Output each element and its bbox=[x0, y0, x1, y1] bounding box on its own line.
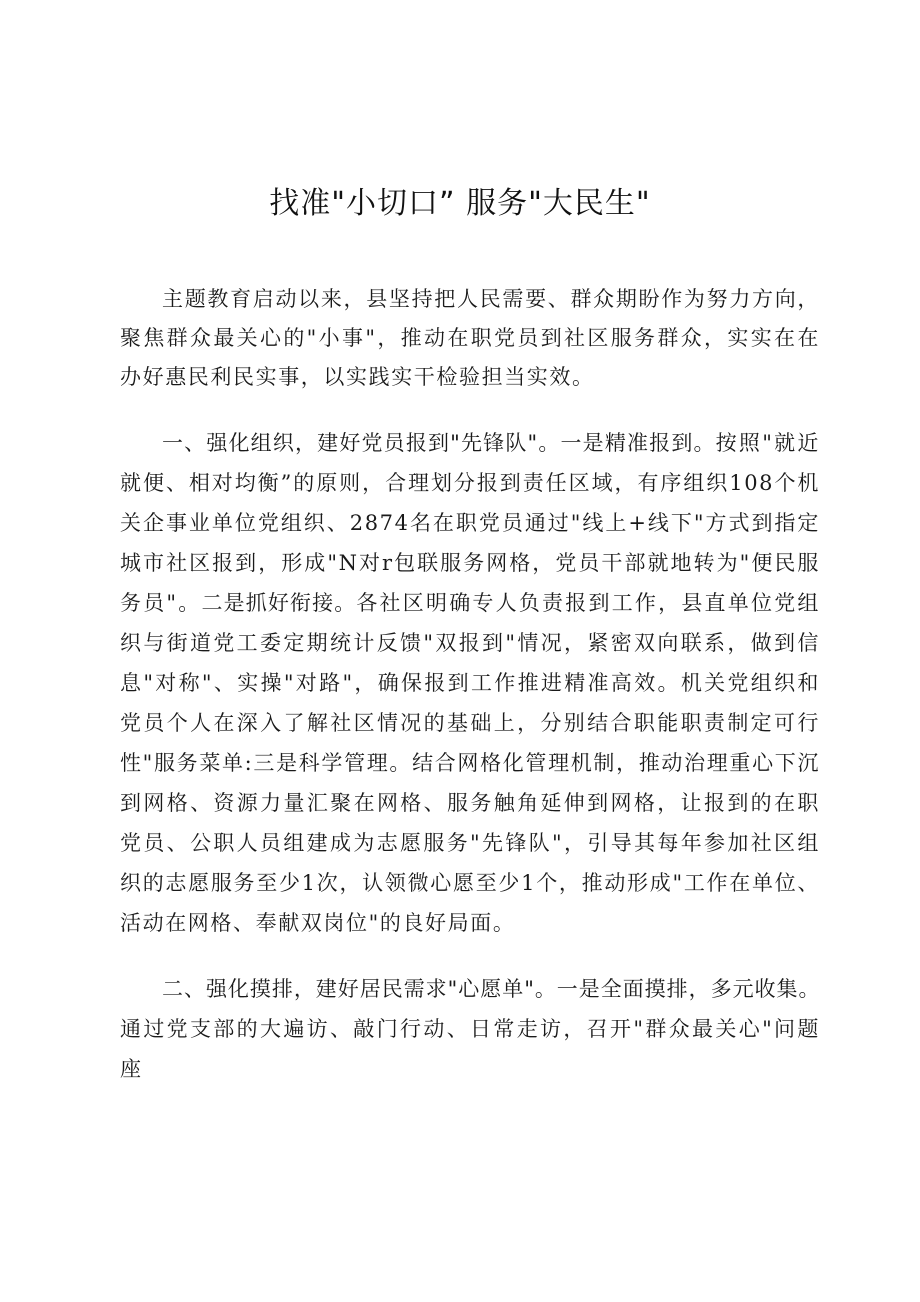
section1-heading: 一、强化组织，建好党员报到"先锋队"。 bbox=[162, 431, 561, 455]
section1-point1-lead: 一是精准报到。 bbox=[560, 431, 716, 455]
section1-point2-text: 各社区明确专人负责报到工作，县直单位党组织与街道党工委定期统计反馈"双报到"情况，紧密双向联系，做到信息"对称"、实操"对路"，确保报到工作推进精准高效。机关党组织和党员个人在深入了解社区情况的基础上，分别结合职能职责制定可行性"服务菜单: bbox=[120, 591, 821, 775]
section2-point1-text: 通过党支部的大遍访、敲门行动、日常走访，召开"群众最关心"问题座 bbox=[120, 1017, 820, 1081]
section1-paragraph bbox=[120, 423, 820, 943]
document-title: 找准"小切口” 服务"大民生" bbox=[269, 186, 651, 221]
section2-point1-lead: 一是全面摸排，多元收集。 bbox=[556, 977, 820, 1001]
section1-point3-text: 结合网格化管理机制，推动治理重心下沉到网格、资源力量汇聚在网格、服务触角延伸到网格，让报到的在职党员、公职人员组建成为志愿服务"先锋队"，引导其每年参加社区组织的志愿服务至少1次，认领微心愿至少1个，推动形成"工作在单位、活动在网格、奉献双岗位"的良好局面。 bbox=[120, 751, 820, 935]
section2-paragraph bbox=[120, 969, 820, 1089]
document-body bbox=[120, 280, 820, 1115]
section1-point3-lead: 三是科学管理。 bbox=[253, 751, 413, 775]
section1-point2-lead: 二是抓好衔接。 bbox=[201, 591, 357, 615]
section2-heading: 二、强化摸排，建好居民需求"心愿单"。 bbox=[162, 977, 557, 1001]
section1-point1-text: 按照"就近就便、相对均衡”的原则，合理划分报到责任区域，有序组织108个机关企事业单位党组织、2874名在职党员通过"线上+线下"方式到指定城市社区报到，形成"N对r包联服务网格，党员干部就地转为"便民服务员"。 bbox=[120, 431, 820, 615]
intro-paragraph: 主题教育启动以来，县坚持把人民需要、群众期盼作为努力方向，聚焦群众最关心的"小事"，推动在职党员到社区服务群众，实实在在办好惠民利民实事，以实践实干检验担当实效。 bbox=[120, 287, 820, 389]
